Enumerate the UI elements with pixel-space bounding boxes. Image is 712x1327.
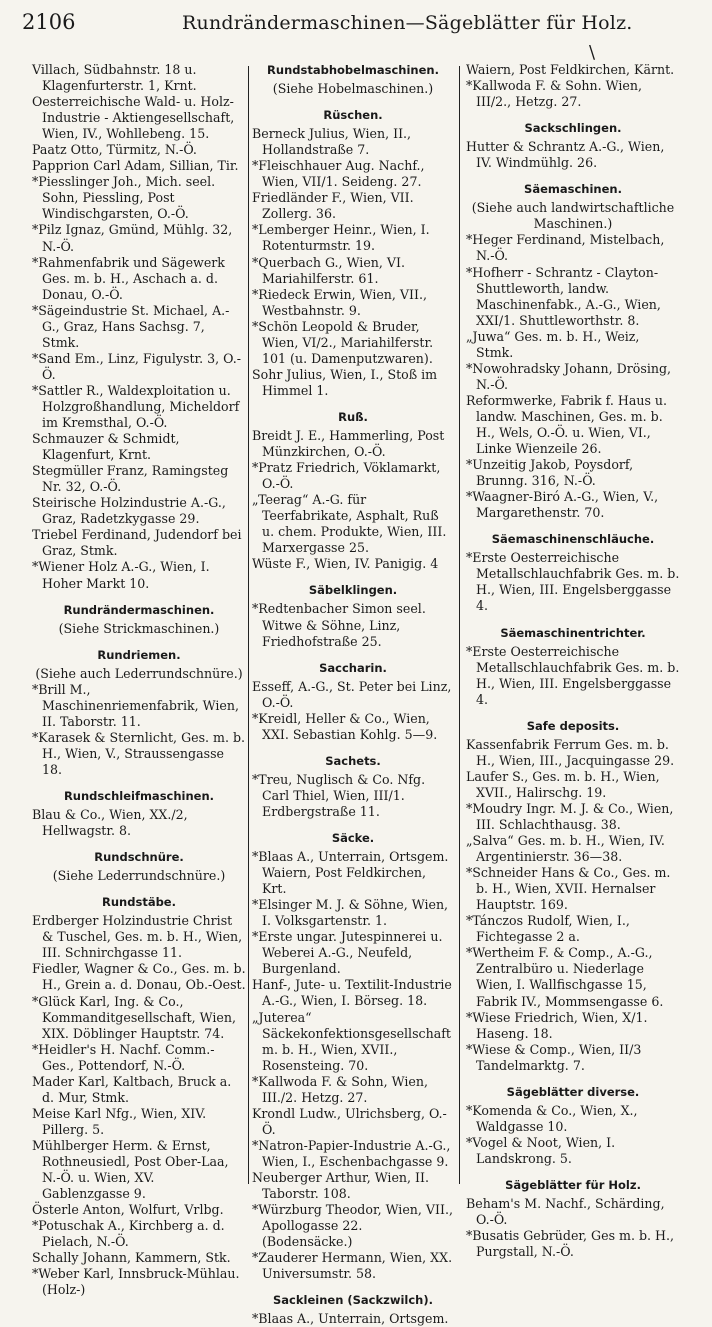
directory-entry: *Natron-Papier-Industrie A.-G., Wien, I., Eschenbachgasse 9. [252, 1137, 451, 1169]
directory-entry: *Wiese Friedrich, Wien, X/1. Haseng. 18. [466, 1009, 648, 1041]
section-heading: Säcke. [331, 831, 375, 846]
directory-entry: Krondl Ludw., Ulrichsberg, O.-Ö. [252, 1105, 447, 1137]
section-heading: Sägeblätter für Holz. [505, 1178, 641, 1192]
directory-entry: *Glück Karl, Ing. & Co., Kommanditgesellschaft, Wien, XIX. Döblinger Hauptstr. 74. [32, 993, 236, 1041]
directory-entry: *Sägeindustrie St. Michael, A.-G., Graz, Hans Sachsg. 7, Stmk. [32, 302, 230, 350]
directory-entry: *Moudry Ingr. M. J. & Co., Wien, III. Schlachthausg. 38. [466, 800, 674, 833]
directory-entry: Kassenfabrik Ferrum Ges. m. b. H., Wien, III., Jacquingasse 29. [466, 736, 675, 768]
directory-entry: *Querbach G., Wien, VI. Mariahilferstr. 61. [252, 254, 405, 286]
directory-entry: *Wertheim F. & Comp., A.-G., Zentralbüro u. Niederlage Wien, I. Wallfischgasse 15, Fabrik IV., Mommsengasse 6. [466, 945, 664, 1009]
section-heading: Rundstäbe. [102, 895, 176, 910]
directory-entry: *Heger Ferdinand, Mistelbach, N.-Ö. [466, 232, 665, 264]
cross-reference: (Siehe Hobelmaschinen.) [272, 81, 434, 97]
column-left [32, 62, 246, 1298]
directory-entry: Mühlberger Herm. & Ernst, Rothneusiedl, Post Ober-Laa, N.-Ö. u. Wien, XV. Gablenzgasse 9. [32, 1137, 229, 1202]
section-heading: Sägeblätter diverse. [506, 1084, 640, 1099]
section-heading: Ruß. [338, 409, 368, 424]
directory-entry: *Kallwoda F. & Sohn. Wien, III/2., Hetzg. 27. [466, 78, 642, 110]
directory-entry: *Erste ungar. Jutespinnerei u. Weberei A.-G., Neufeld, Burgenland. [252, 929, 443, 977]
running-title: Rundrändermaschinen—Sägeblätter für Holz. [182, 12, 633, 34]
directory-entry: *Brill M., Maschinenriemenfabrik, Wien, II. Taborstr. 11. [32, 681, 239, 729]
directory-entry: *Treu, Nuglisch & Co. Nfg. Carl Thiel, Wien, III/1. Erdbergstraße 11. [252, 771, 426, 819]
section-heading: Saccharin. [319, 660, 387, 675]
directory-entry: Hanf-, Jute- u. Textilit-Industrie A.-G., Wien, I. Börseg. 18. [252, 977, 452, 1009]
directory-entry: *Heidler's H. Nachf. Comm.-Ges., Pottendorf, N.-Ö. [32, 1041, 215, 1073]
column-divider [248, 66, 249, 1184]
section-heading: Safe deposits. [526, 718, 620, 733]
directory-entry: *Zauderer Hermann, Wien, XX. Universumstr. 58. [252, 1250, 453, 1282]
directory-entry: *Piesslinger Joh., Mich. seel. Sohn, Piessling, Post Windischgarsten, O.-Ö. [32, 174, 216, 222]
section-heading: Rundschnüre. [94, 850, 184, 865]
directory-entry: Papprion Carl Adam, Sillian, Tir. [32, 158, 239, 174]
directory-entry: *Wiener Holz A.-G., Wien, I. Hoher Markt 10. [32, 559, 210, 591]
directory-entry: Blau & Co., Wien, XX./2, Hellwagstr. 8. [32, 807, 188, 839]
directory-entry: *Fleischhauer Aug. Nachf., Wien, VII/1. Seideng. 27. [252, 158, 425, 190]
column-middle [252, 62, 454, 1327]
directory-entry: *Unzeitig Jakob, Poysdorf, Brunng. 316, N.-Ö. [466, 457, 634, 489]
cross-reference: (Siehe Strickmaschinen.) [58, 620, 220, 636]
directory-entry: *Rahmenfabrik und Sägewerk Ges. m. b. H., Aschach a. d. Donau, O.-Ö. [32, 254, 225, 302]
directory-entry: *Busatis Gebrüder, Ges m. b. H., Purgstall, N.-Ö. [466, 1228, 675, 1260]
directory-entry: *Sand Em., Linz, Figulystr. 3, O.-Ö. [32, 350, 242, 382]
page-number: 2106 [22, 10, 76, 34]
directory-entry: *Komenda & Co., Wien, X., Waldgasse 10. [466, 1102, 638, 1134]
section-heading: Rundstabhobelmaschinen. [267, 63, 439, 77]
directory-entry: *Nowohradsky Johann, Drösing, N.-Ö. [466, 360, 672, 392]
directory-entry: Laufer S., Ges. m. b. H., Wien, XVII., Halirschg. 19. [466, 768, 660, 800]
directory-entry: *Pilz Ignaz, Gmünd, Mühlg. 32, N.-Ö. [32, 222, 233, 254]
directory-entry: Österle Anton, Wolfurt, Vrlbg. [32, 1202, 224, 1218]
directory-entry: *Kreidl, Heller & Co., Wien, XXI. Sebastian Kohlg. 5—9. [252, 710, 438, 742]
directory-entry: *Elsinger M. J. & Söhne, Wien, I. Volksgartenstr. 1. [252, 897, 449, 929]
directory-entry: *Erste Oesterreichische Metallschlauchfabrik Ges. m. b. H., Wien, III. Engelsberggasse 4. [466, 550, 680, 614]
directory-entry: Hutter & Schrantz A.-G., Wien, IV. Windmühlg. 26. [466, 139, 665, 171]
directory-entry: Berneck Julius, Wien, II., Hollandstraße 7. [252, 126, 412, 158]
directory-entry: Triebel Ferdinand, Judendorf bei Graz, Stmk. [32, 527, 242, 559]
directory-entry: *Lemberger Heinr., Wien, I. Rotenturmstr. 19. [252, 222, 430, 254]
directory-entry: *Weber Karl, Innsbruck-Mühlau. (Holz-) [32, 1266, 240, 1298]
directory-entry: *Schneider Hans & Co., Ges. m. b. H., Wien, XVII. Hernalser Hauptstr. 169. [466, 865, 671, 913]
section-heading: Säemaschinenschläuche. [491, 532, 655, 547]
cross-reference: (Siehe auch landwirtschaftliche Maschinen.) [471, 200, 675, 232]
directory-entry: Sohr Julius, Wien, I., Stoß im Himmel 1. [252, 366, 438, 398]
directory-entry: Reformwerke, Fabrik f. Haus u. landw. Maschinen, Ges. m. b. H., Wels, O.-Ö. u. Wien, VI., Linke Wienzeile 26. [466, 392, 668, 457]
directory-entry: Erdberger Holzindustrie Christ & Tuschel, Ges. m. b. H., Wien, III. Schnirchgasse 11. [32, 913, 243, 961]
section-heading: Rundriemen. [97, 647, 181, 662]
directory-entry: *Riedeck Erwin, Wien, VII., Westbahnstr. 9. [252, 286, 427, 318]
directory-entry: Breidt J. E., Hammerling, Post Münzkirchen, O.-Ö. [252, 427, 445, 460]
directory-entry: Paatz Otto, Türmitz, N.-Ö. [32, 142, 197, 158]
directory-entry: *Sattler R., Waldexploitation u. Holzgroßhandlung, Micheldorf im Kremsthal, O.-Ö. [32, 382, 240, 431]
directory-entry: *Schön Leopold & Bruder, Wien, VI/2., Mariahilferstr. 101 (u. Damenputzwaren). [252, 318, 434, 366]
directory-entry: *Hofherr - Schrantz - Clayton-Shuttleworth, landw. Maschinenfabk., A.-G., Wien, XXI/1. Shuttleworthstr. 8. [466, 264, 661, 328]
directory-entry: *Pratz Friedrich, Vöklamarkt, O.-Ö. [252, 460, 441, 492]
directory-entry: *Waagner-Biró A.-G., Wien, V., Margarethenstr. 70. [466, 489, 659, 521]
directory-entry: Esseff, A.-G., St. Peter bei Linz, O.-Ö. [252, 678, 452, 710]
directory-entry: Villach, Südbahnstr. 18 u. Klagenfurterstr. 1, Krnt. [32, 62, 197, 94]
directory-entry: Beham's M. Nachf., Schärding, O.-Ö. [466, 1196, 665, 1228]
cross-reference: (Siehe auch Lederrundschnüre.) [35, 665, 243, 681]
directory-entry: Steirische Holzindustrie A.-G., Graz, Radetzkygasse 29. [32, 495, 226, 527]
directory-entry: Schally Johann, Kammern, Stk. [32, 1250, 231, 1266]
directory-entry: Schmauzer & Schmidt, Klagenfurt, Krnt. [32, 431, 180, 463]
directory-entry: *Wiese & Comp., Wien, II/3 Tandelmarktg. 7. [466, 1041, 642, 1073]
column-right [466, 62, 680, 1260]
section-heading: Säemaschinen. [524, 182, 622, 197]
section-heading: Sackschlingen. [524, 121, 622, 136]
directory-entry: Neuberger Arthur, Wien, II. Taborstr. 108. [252, 1170, 429, 1202]
directory-entry: Fiedler, Wagner & Co., Ges. m. b. H., Grein a. d. Donau, Ob.-Oest. [32, 961, 246, 993]
directory-entry: *Tánczos Rudolf, Wien, I., Fichtegasse 2 a. [466, 913, 630, 945]
margin-mark: \ [589, 42, 596, 63]
column-divider [459, 66, 460, 1184]
directory-entry: „Juwa“ Ges. m. b. H., Weiz, Stmk. [466, 328, 640, 360]
directory-entry: *Blaas A., Unterrain, Ortsgem. [252, 1311, 449, 1327]
directory-entry: *Karasek & Sternlicht, Ges. m. b. H., Wien, V., Straussengasse 18. [32, 729, 246, 777]
directory-entry: „Juterea“ Säckekonfektionsgesellschaft m. b. H., Wien, XVII., Rosensteing. 70. [252, 1009, 451, 1073]
directory-entry: Oesterreichische Wald- u. Holz-Industrie - Aktiengesellschaft, Wien, IV., Wohllebeng. 15. [32, 94, 235, 142]
directory-entry: Stegmüller Franz, Ramingsteg Nr. 32, O.-Ö. [32, 463, 229, 495]
directory-entry: *Blaas A., Unterrain, Ortsgem. Waiern, Post Feldkirchen, Krt. [252, 849, 449, 897]
section-heading: Rundrändermaschinen. [63, 602, 215, 617]
section-heading: Sackleinen (Sackzwilch). [273, 1293, 433, 1308]
directory-entry: *Redtenbacher Simon seel. Witwe & Söhne, Linz, Friedhofstraße 25. [252, 601, 426, 649]
directory-entry: *Vogel & Noot, Wien, I. Landskrong. 5. [466, 1134, 616, 1166]
directory-entry: „Teerag“ A.-G. für Teerfabrikate, Asphalt, Ruß u. chem. Produkte, Wien, III. Marxergasse 25. [252, 492, 447, 556]
directory-entry: Meise Karl Nfg., Wien, XIV. Pillerg. 5. [32, 1105, 207, 1137]
directory-entry: *Potuschak A., Kirchberg a. d. Pielach, N.-Ö. [32, 1218, 225, 1250]
directory-entry: „Salva“ Ges. m. b. H., Wien, IV. Argentinierstr. 36—38. [466, 833, 665, 865]
cross-reference: (Siehe Lederrundschnüre.) [52, 868, 226, 884]
directory-entry: *Erste Oesterreichische Metallschlauchfabrik Ges. m. b. H., Wien, III. Engelsberggasse 4. [466, 643, 680, 707]
section-heading: Rüschen. [323, 108, 383, 123]
directory-entry: *Würzburg Theodor, Wien, VII., Apollogasse 22. (Bodensäcke.) [252, 1202, 453, 1250]
section-heading: Sachets. [325, 753, 381, 768]
section-heading: Rundschleifmaschinen. [63, 789, 215, 804]
directory-entry: Friedländer F., Wien, VII. Zollerg. 36. [252, 190, 414, 222]
section-heading: Säbelklingen. [308, 583, 398, 598]
section-heading: Säemaschinentrichter. [500, 625, 646, 640]
directory-entry: Wüste F., Wien, IV. Panigig. 4 [252, 556, 439, 572]
directory-entry: Mader Karl, Kaltbach, Bruck a. d. Mur, Stmk. [32, 1073, 232, 1105]
directory-entry: Waiern, Post Feldkirchen, Kärnt. [466, 62, 675, 77]
directory-entry: *Kallwoda F. & Sohn, Wien, III./2. Hetzg. 27. [252, 1073, 428, 1105]
